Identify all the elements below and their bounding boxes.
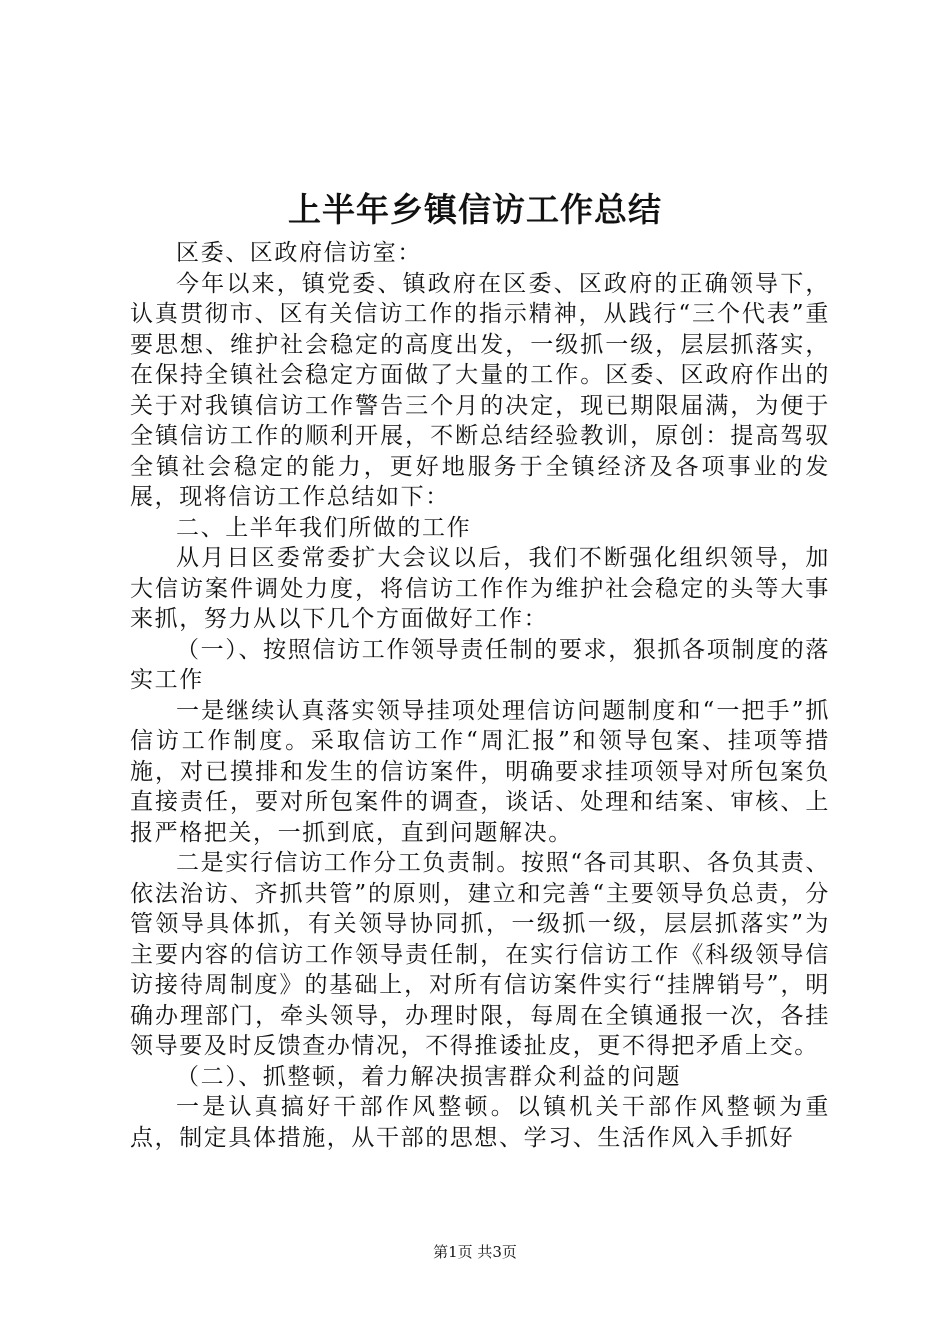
intro-paragraph: 今年以来，镇党委、镇政府在区委、区政府的正确领导下，认真贯彻市、区有关信访工作的指示精神，从践行“三个代表”重要思想、维护社会稳定的高度出发，一级抓一级，层层抓落实，在保持全镇社会稳定方面做了大量的工作。区委、区政府作出的关于对我镇信访工作警告三个月的决定，现已期限届满，为便于全镇信访工作的顺利开展，不断总结经验教训，原创：提高驾驭全镇社会稳定的能力，更好地服务于全镇经济及各项事业的发展，现将信访工作总结如下： (130, 270, 830, 510)
subsection-heading: （二）、抓整顿，着力解决损害群众利益的问题 (176, 1063, 682, 1090)
page-footer: 第1页 共3页 (433, 1243, 517, 1261)
body-paragraph: 二是实行信访工作分工负责制。按照“各司其职、各负其责、依法治访、齐抓共管”的原则，建立和完善“主要领导负总责，分管领导具体抓，有关领导协同抓，一级抓一级，层层抓落实”为主要内容的信访工作领导责任制，在实行信访工作《科级领导信访接待周制度》的基础上，对所有信访案件实行“挂牌销号”，明确办理部门，牵头领导，办理时限，每周在全镇通报一次，各挂领导要及时反馈查办情况，不得推诿扯皮，更不得把矛盾上交。 (130, 850, 830, 1059)
body-paragraph: 从月日区委常委扩大会议以后，我们不断强化组织领导，加大信访案件调处力度，将信访工作作为维护社会稳定的头等大事来抓，努力从以下几个方面做好工作： (130, 545, 830, 632)
salutation: 区委、区政府信访室： (176, 240, 422, 266)
subsection-heading: （一）、按照信访工作领导责任制的要求，狠抓各项制度的落实工作 (130, 636, 830, 693)
body-paragraph: 一是继续认真落实领导挂项处理信访问题制度和“一把手”抓信访工作制度。采取信访工作“周汇报”和领导包案、挂项等措施，对已摸排和发生的信访案件，明确要求挂项领导对所包案负直接责任，要对所包案件的调查，谈话、处理和结案、审核、上报严格把关，一抓到底，直到问题解决。 (130, 697, 830, 846)
section-heading: 二、上半年我们所做的工作 (176, 514, 472, 541)
body-paragraph: 一是认真搞好干部作风整顿。以镇机关干部作风整顿为重点，制定具体措施，从干部的思想、学习、生活作风入手抓好 (130, 1094, 830, 1151)
document-title: 上半年乡镇信访工作总结 (288, 190, 662, 229)
document-body (130, 238, 830, 1153)
